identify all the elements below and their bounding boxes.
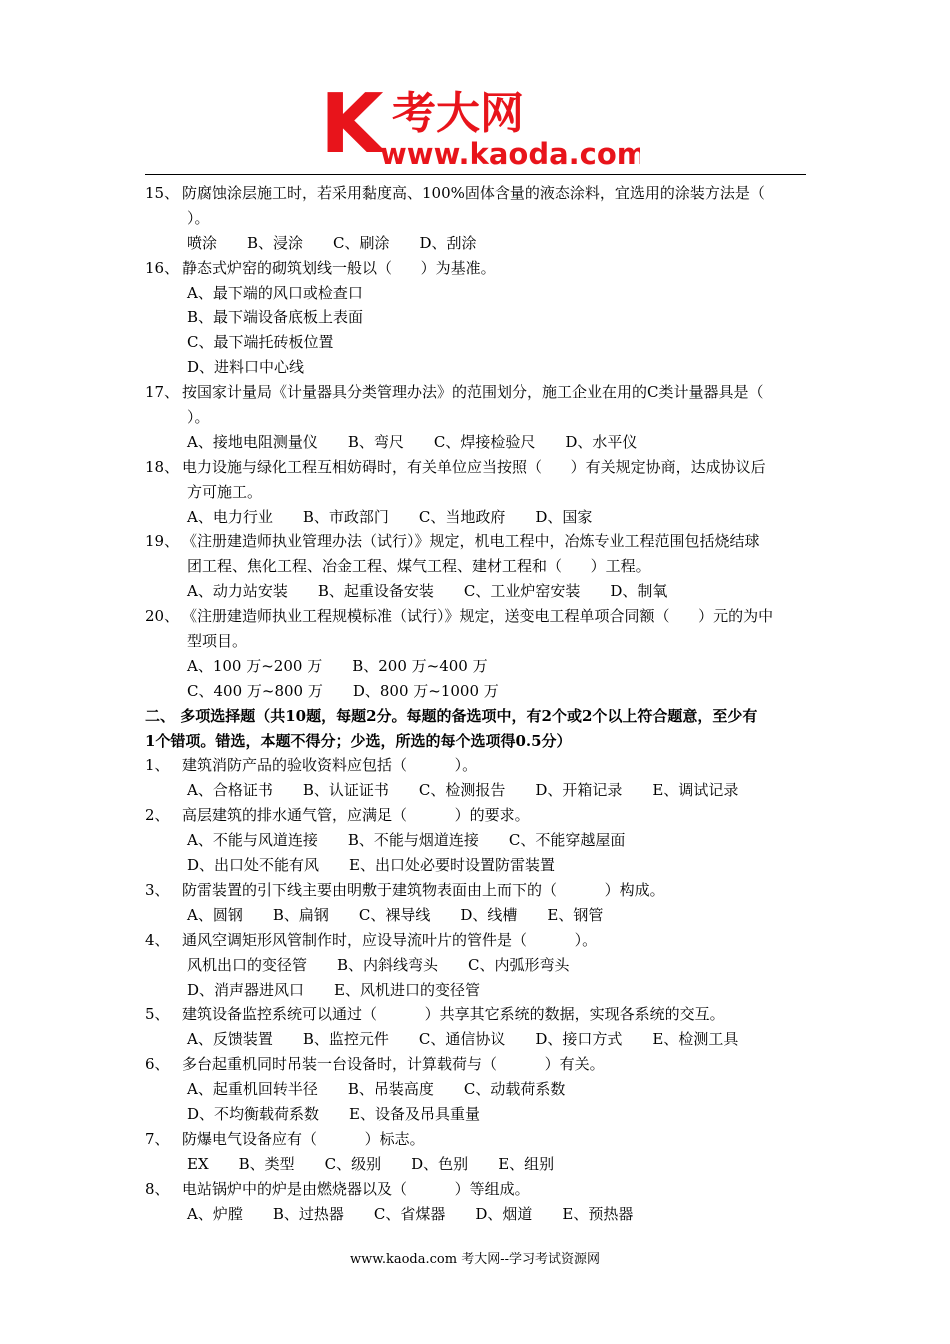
option: B、弯尺 [347,432,404,451]
question-line [145,1177,806,1202]
option: A、不能与风道连接 [187,831,318,850]
question-number: 17、 [145,383,180,402]
option: A、圆钢 [187,905,243,924]
option: C、400 万~800 万 [187,681,323,700]
options-line [145,953,806,978]
question-text: 防腐蚀涂层施工时，若采用黏度高、100%固体含量的液态涂料，宜选用的涂装方法是（ [182,184,765,202]
option: E、组别 [498,1154,555,1173]
kaoda-logo [318,82,640,168]
question-line [145,803,806,828]
question-text: 建筑设备监控系统可以通过（ ）共享其它系统的数据，实现各系统的交互。 [182,1005,725,1024]
option: C、动载荷系数 [463,1080,566,1099]
option: E、风机进口的变径管 [334,980,480,999]
option: E、钢管 [547,905,604,924]
option: D、进料口中心线 [187,358,305,377]
options-line [145,231,806,256]
question-text: 电站锅炉中的炉是由燃烧器以及（ ）等组成。 [182,1179,530,1198]
options-line [145,778,806,803]
options-line [145,430,806,455]
option: D、烟道 [475,1204,533,1223]
svg-text:考大网: 考大网 [392,88,524,139]
option: C、省煤器 [373,1204,446,1223]
question-number: 5、 [145,1005,170,1024]
question-line [145,753,806,778]
option: C、级别 [324,1154,382,1173]
section-heading: 二、 多项选择题（共10题，每题2分。每题的备选项中，有2个或2个以上符合题意，至少有 [145,706,758,725]
question-line [145,1052,806,1077]
question-number: 20、 [145,607,180,626]
option: B、监控元件 [302,1030,389,1049]
option: C、刷涂 [333,233,390,252]
option: D、出口处不能有风 [187,856,320,875]
option: D、开箱记录 [535,781,623,800]
option: B、200 万~400 万 [352,656,488,675]
option: A、100 万~200 万 [187,656,323,675]
option: 喷涂 [187,233,218,252]
option: A、炉膛 [187,1204,243,1223]
question-number: 4、 [145,930,170,949]
question-line [145,529,806,554]
question-number: 19、 [145,532,180,551]
header-divider [145,174,806,175]
option: C、裸导线 [358,905,431,924]
option: B、类型 [238,1154,295,1173]
option: C、检测报告 [418,781,506,800]
option: B、浸涂 [247,233,304,252]
question-text: 电力设施与绿化工程互相妨碍时，有关单位应当按照（ ）有关规定协商，达成协议后 [182,457,766,476]
question-line [145,256,806,281]
option: B、内斜线弯头 [337,955,439,974]
section-heading-continued: 1个错项。错选，本题不得分；少选，所选的每个选项得0.5分） [145,731,572,750]
question-text: 防爆电气设备应有（ ）标志。 [182,1129,425,1148]
options-line [145,355,806,380]
options-line [145,1202,806,1227]
option: D、800 万~1000 万 [352,681,499,700]
question-line [145,455,806,480]
question-text: 《注册建造师执业工程规模标准（试行）》规定，送变电工程单项合同额（ ）元的为中 [182,607,774,626]
options-line [145,505,806,530]
option: E、设备及吊具重量 [349,1104,480,1123]
option: D、消声器进风口 [187,980,305,999]
question-line [145,380,806,405]
question-number: 16、 [145,258,180,277]
options-line [145,1152,806,1177]
question-text: 防雷装置的引下线主要由明敷于建筑物表面由上而下的（ ）构成。 [182,880,665,899]
option: B、扁钢 [272,905,329,924]
option: B、认证证书 [302,781,389,800]
option: E、调试记录 [652,781,739,800]
option: C、当地政府 [418,507,506,526]
question-line [145,604,806,629]
option: C、通信协议 [418,1030,506,1049]
svg-text:K: K [320,82,384,168]
exam-content [145,181,806,1226]
option: EX [187,1154,209,1173]
question-number: 6、 [145,1055,170,1074]
question-number: 8、 [145,1179,170,1198]
option: A、动力站安装 [187,582,288,601]
question-line [145,878,806,903]
question-text: 通风空调矩形风管制作时，应设导流叶片的管件是（ ）。 [182,930,598,949]
option: C、工业炉窑安装 [463,582,581,601]
option: D、制氧 [610,582,668,601]
option: A、电力行业 [187,507,273,526]
options-line [145,330,806,355]
option: D、国家 [535,507,593,526]
option: A、接地电阻测量仪 [187,432,318,451]
option: D、线槽 [460,905,518,924]
option: A、最下端的风口或检查口 [187,283,363,302]
options-line [145,281,806,306]
option: E、检测工具 [652,1030,739,1049]
question-text: 《注册建造师执业管理办法（试行）》规定，机电工程中，冶炼专业工程范围包括烧结球 [182,532,760,551]
option: A、起重机回转半径 [187,1080,318,1099]
question-text-continued: ）。 [187,208,210,227]
question-line [145,1127,806,1152]
option: E、出口处必要时设置防雷装置 [349,856,555,875]
question-text: 多台起重机同时吊装一台设备时，计算载荷与（ ）有关。 [182,1055,605,1074]
question-text: 高层建筑的排水通气管，应满足（ ）的要求。 [182,806,530,825]
question-text: 建筑消防产品的验收资料应包括（ ）。 [182,756,478,775]
option: C、内弧形弯头 [468,955,570,974]
question-number: 3、 [145,880,170,899]
options-line [145,853,806,878]
options-line [145,828,806,853]
option: B、过热器 [272,1204,344,1223]
options-line [145,679,806,704]
option: B、吊装高度 [347,1080,434,1099]
question-number: 1、 [145,756,170,775]
question-text-continued: 方可施工。 [187,482,263,501]
question-text-continued: ）。 [187,408,210,427]
option: B、市政部门 [302,507,389,526]
options-line [145,1077,806,1102]
option: A、反馈装置 [187,1030,273,1049]
option: D、水平仪 [565,432,638,451]
option: D、不均衡载荷系数 [187,1104,320,1123]
option: D、接口方式 [535,1030,623,1049]
options-line [145,978,806,1003]
question-text-continued: 团工程、焦化工程、冶金工程、煤气工程、建材工程和（ ）工程。 [187,557,651,576]
options-line [145,1027,806,1052]
question-line [145,181,806,206]
option: B、最下端设备底板上表面 [187,308,364,327]
option: B、起重设备安装 [317,582,434,601]
page-footer: www.kaoda.com 考大网--学习考试资源网 [350,1252,600,1267]
options-line [145,579,806,604]
option: C、不能穿越屋面 [508,831,626,850]
question-text: 按国家计量局《计量器具分类管理办法》的范围划分，施工企业在用的C类计量器具是（ [182,383,764,402]
option: E、预热器 [562,1204,634,1223]
question-line [145,928,806,953]
question-number: 18、 [145,457,180,476]
options-line [145,1102,806,1127]
option: C、最下端托砖板位置 [187,333,334,352]
options-line [145,654,806,679]
option: 风机出口的变径管 [187,955,308,974]
options-line [145,903,806,928]
svg-text:www.kaoda.com: www.kaoda.com [380,137,640,168]
option: D、刮涂 [419,233,477,252]
option: B、不能与烟道连接 [347,831,479,850]
question-text-continued: 型项目。 [187,632,248,651]
option: C、焊接检验尺 [433,432,536,451]
question-number: 15、 [145,184,180,202]
question-number: 7、 [145,1129,170,1148]
option: D、色别 [411,1154,469,1173]
question-line [145,1002,806,1027]
question-text: 静态式炉窑的砌筑划线一般以（ ）为基准。 [182,258,496,277]
option: A、合格证书 [187,781,273,800]
options-line [145,305,806,330]
question-number: 2、 [145,806,170,825]
